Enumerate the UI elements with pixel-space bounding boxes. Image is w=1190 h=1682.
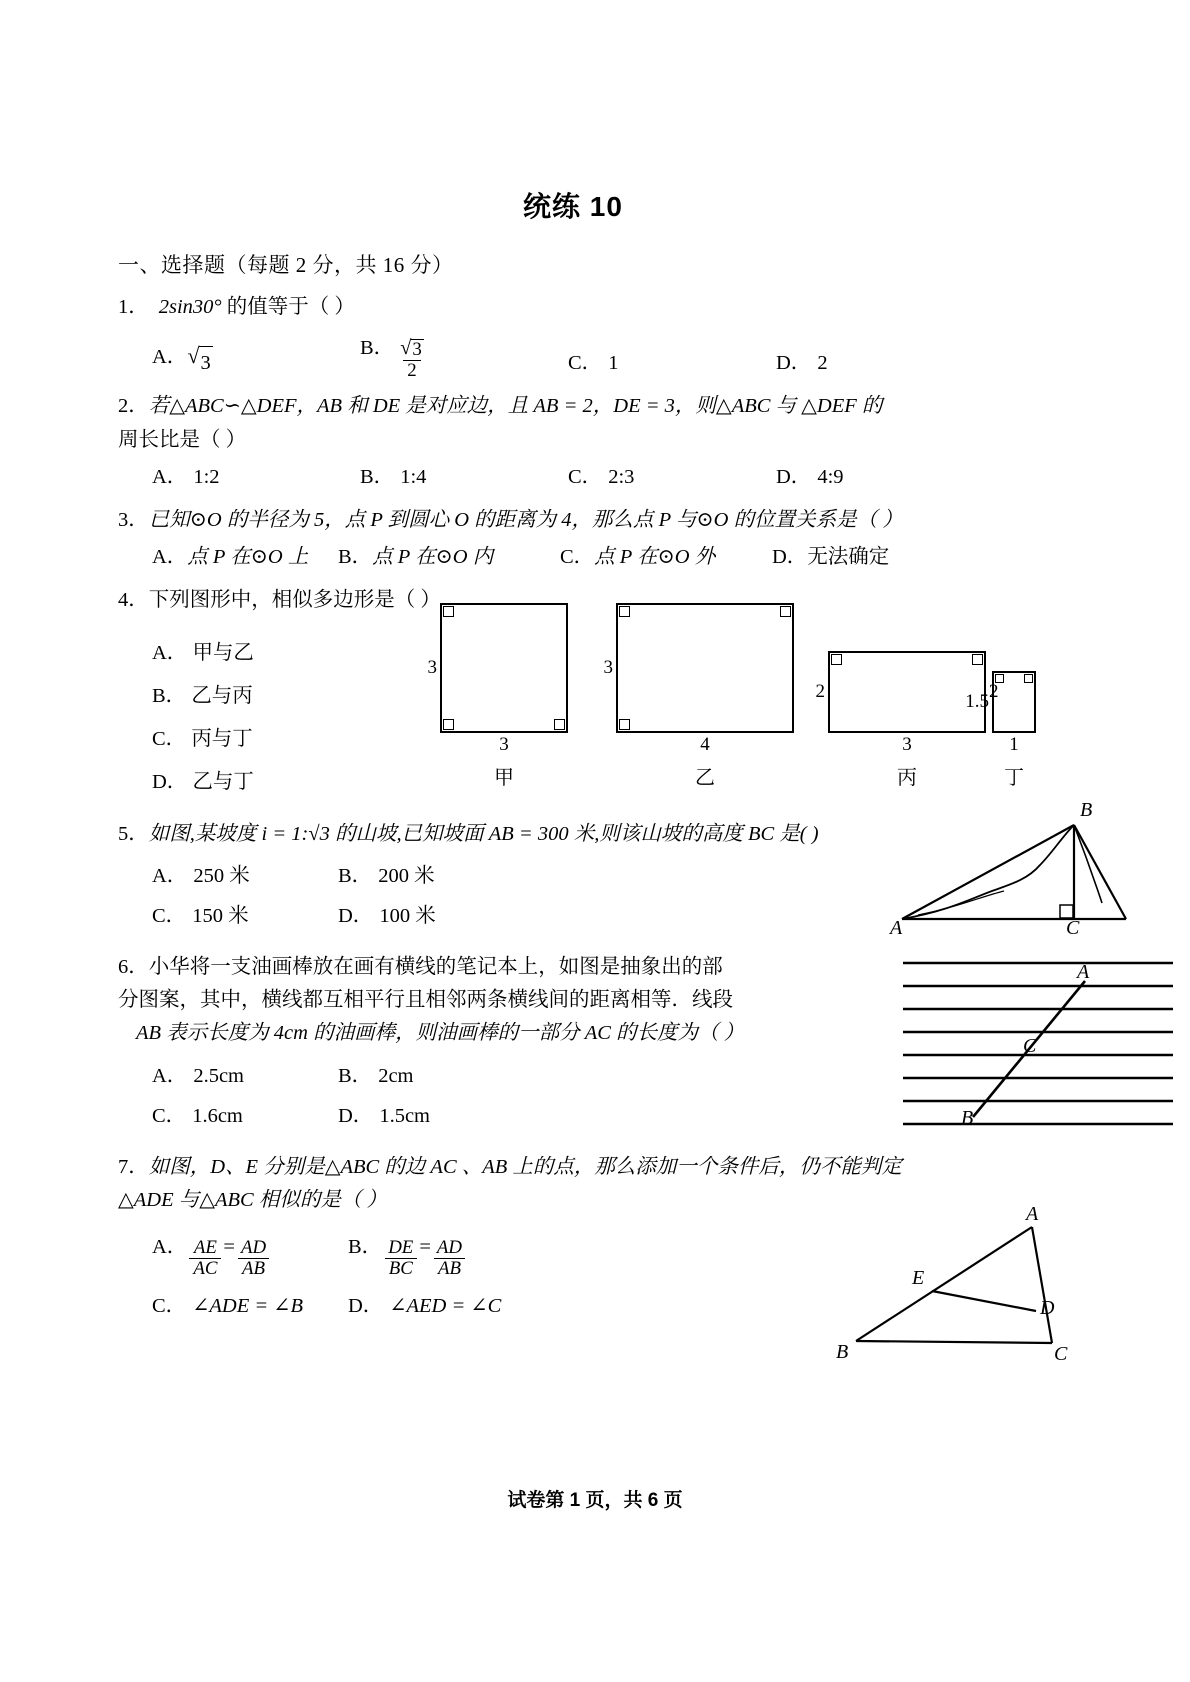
option-tag: C． [568, 352, 603, 375]
question-1-tail: 的值等于（ ） [226, 296, 355, 318]
option-value: 1.6cm [192, 1104, 243, 1127]
right-angle-mark-icon [443, 606, 454, 617]
right-angle-mark-icon [443, 719, 454, 730]
option-tag: D． [338, 1104, 374, 1127]
question-1-stem [118, 291, 1028, 324]
rect-jia-name-label: 甲 [494, 767, 514, 789]
right-angle-mark-icon [1024, 674, 1033, 683]
triangle-label-c: C [1054, 1343, 1068, 1365]
option-tag: A． [152, 641, 188, 664]
rect-bing-height-label-right: 2 [989, 681, 999, 702]
option-tag: A． [152, 1064, 188, 1087]
question-4-figure [298, 597, 1038, 792]
question-2-option-c[interactable] [568, 461, 776, 494]
option-tag: B． [152, 684, 187, 707]
equals-sign: = [223, 1235, 235, 1258]
question-7-number: 7． [118, 1155, 149, 1178]
page-title: 统练 10 [523, 191, 623, 222]
option-tag: B． [348, 1235, 383, 1258]
option-value: ∠ADE = ∠B [192, 1295, 303, 1318]
triangle-label-d: D [1040, 1297, 1055, 1319]
question-6-option-a[interactable] [152, 1057, 338, 1097]
question-1-number: 1． [118, 296, 149, 318]
option-tag: D． [776, 465, 812, 488]
triangle-label-b: B [836, 1341, 849, 1363]
section-heading: 一、选择题（每题 2 分，共 16 分） [118, 253, 454, 277]
sqrt-3-glyph: √ 3 [187, 345, 212, 380]
question-6-option-c[interactable] [152, 1097, 338, 1137]
question-6-line-2: 分图案，其中，横线都互相平行且相邻两条横线间的距离相等．线段 [118, 989, 733, 1012]
question-2-option-a[interactable] [152, 461, 360, 494]
rect-ding-height-label: 1.5 [965, 691, 989, 712]
notebook-label-b: B [961, 1107, 974, 1129]
question-3-options [118, 541, 1028, 574]
question-7-figure [836, 1203, 1106, 1375]
question-6 [118, 951, 778, 1137]
triangle-label-e: E [912, 1267, 925, 1289]
option-tag: D． [772, 546, 808, 569]
option-tag: B． [338, 865, 373, 888]
right-angle-mark-icon [780, 606, 791, 617]
question-2-option-b[interactable] [360, 461, 568, 494]
question-5-text: 如图,某坡度 i = 1:√3 的山坡,已知坡面 AB = 300 米,则该山坡的高度 BC 是( ) [148, 822, 819, 845]
option-tag: A． [152, 346, 188, 369]
question-7-option-d[interactable] [348, 1290, 501, 1323]
notebook-label-a: A [1077, 961, 1090, 983]
fraction-de-bc: $\frac{DE}{BC}$ [384, 1238, 417, 1278]
question-5-figure [888, 799, 1138, 939]
question-3-number: 3． [118, 509, 149, 532]
figure-rect-bing [815, 651, 999, 789]
question-1-option-a[interactable] [152, 341, 360, 380]
fraction-ae-ac: $\frac{AE}{AC}$ [189, 1238, 221, 1278]
question-7-text-1: 如图，D、E 分别是△ABC 的边 AC 、AB 上的点，那么添加一个条件后，仍不能判定 [148, 1155, 902, 1178]
question-6-options [118, 1057, 778, 1137]
option-value: 4:9 [817, 465, 844, 488]
figure-rect-yi [603, 603, 794, 789]
option-tag: B． [360, 337, 395, 360]
question-4-text: 下列图形中，相似多边形是（ ） [148, 589, 441, 612]
question-7-option-b[interactable] [348, 1231, 468, 1278]
figure-rect-ding [965, 671, 1036, 789]
question-3-line-1 [118, 504, 1028, 537]
option-value: 点 P 在⊙O 外 [594, 546, 716, 569]
question-5-option-a[interactable] [152, 857, 338, 897]
option-value: 甲与乙 [192, 641, 254, 664]
option-value: 乙与丙 [191, 684, 253, 707]
option-value: 点 P 在⊙O 内 [372, 546, 494, 569]
question-1-options [118, 332, 1028, 380]
hill-label-a: A [890, 917, 903, 939]
question-5-option-b[interactable] [338, 857, 435, 897]
rect-bing-height-label: 2 [815, 681, 825, 702]
question-2-text: 若△ABC∽△DEF，AB 和 DE 是对应边，且 AB = 2，DE = 3，则△ABC 与 △DEF 的 [148, 395, 883, 418]
option-tag: A． [152, 546, 188, 569]
option-value: 丙与丁 [191, 727, 253, 750]
question-1-option-d[interactable] [776, 347, 984, 380]
question-3-option-d[interactable] [772, 541, 889, 574]
question-2-line-1 [118, 390, 1028, 423]
question-6-line-1 [118, 951, 778, 984]
question-1-option-b[interactable] [360, 332, 568, 380]
option-tag: C． [152, 905, 187, 927]
rect-yi-width-label: 4 [700, 734, 710, 755]
notebook-diagram-svg [903, 957, 1173, 1137]
right-angle-mark-icon [554, 719, 565, 730]
question-6-options-row-1 [152, 1057, 778, 1097]
fraction-sqrt3-over-2: √ 3 2 [400, 337, 422, 381]
option-value: 无法确定 [807, 546, 890, 569]
option-tag: C． [152, 1104, 187, 1127]
option-value: 点 P 在⊙O 上 [187, 546, 309, 569]
rect-yi-height-label: 3 [603, 657, 613, 678]
question-6-options-row-2 [152, 1097, 778, 1137]
question-5-option-c[interactable] [152, 897, 338, 937]
option-value: 150 米 [192, 905, 249, 927]
question-6-text-1: 小华将一支油画棒放在画有横线的笔记本上，如图是抽象出的部 [148, 955, 723, 978]
question-3-option-b[interactable] [338, 541, 560, 574]
option-tag: C． [560, 546, 595, 569]
option-tag: C． [152, 1295, 187, 1318]
question-4-number: 4． [118, 589, 149, 612]
question-7-option-a[interactable] [152, 1231, 348, 1278]
option-value: 1 [608, 352, 619, 375]
question-7-option-c[interactable] [152, 1290, 348, 1323]
option-tag: D． [348, 1295, 384, 1318]
right-angle-mark-icon [619, 606, 630, 617]
fraction-ad-ab-2: $\frac{AD}{AB}$ [433, 1238, 466, 1278]
question-6-option-b[interactable] [338, 1057, 413, 1097]
question-2-number: 2． [118, 395, 149, 418]
rect-ding-name-label: 丁 [1004, 767, 1024, 789]
equals-sign: = [419, 1235, 431, 1258]
option-tag: C． [568, 465, 603, 488]
right-angle-mark-icon [831, 654, 842, 665]
question-3 [118, 504, 1028, 574]
question-6-line-3: AB 表示长度为 4cm 的油画棒，则油画棒的一部分 AC 的长度为（ ） [136, 1022, 745, 1045]
option-tag: A． [152, 465, 188, 488]
option-value: 2:3 [608, 465, 635, 488]
figure-rect-jia [427, 603, 568, 789]
question-6-option-d[interactable] [338, 1097, 430, 1137]
question-6-number: 6． [118, 955, 149, 978]
option-tag: D． [338, 905, 374, 927]
option-tag: B． [338, 1064, 373, 1087]
question-1-expression: 2sin30° [158, 296, 222, 318]
question-7-line-1 [118, 1151, 1028, 1184]
question-2-options [118, 461, 1028, 494]
triangle-label-a: A [1026, 1203, 1039, 1225]
question-5-option-d[interactable] [338, 897, 436, 937]
question-2-line-2: 周长比是（ ） [118, 428, 247, 451]
option-tag: D． [776, 352, 812, 375]
question-1 [118, 291, 1028, 380]
option-value: ∠AED = ∠C [389, 1295, 502, 1318]
right-angle-mark-icon [995, 674, 1004, 683]
question-2-option-d[interactable] [776, 461, 984, 494]
question-7-line-2: △ADE 与△ABC 相似的是（ ） [118, 1188, 387, 1211]
page-content [118, 185, 1093, 1365]
rect-jia-height-label: 3 [427, 657, 437, 678]
option-value: 1.5cm [379, 1104, 430, 1127]
right-angle-mark-icon [972, 654, 983, 665]
option-value: 1:4 [400, 465, 427, 488]
option-tag: B． [338, 546, 373, 569]
hill-diagram-svg [888, 807, 1138, 937]
option-value: 100 米 [379, 905, 436, 927]
question-5-number: 5． [118, 822, 149, 845]
page-footer: 试卷第 1 页，共 6 页 [507, 1490, 683, 1511]
hill-label-b: B [1080, 799, 1093, 821]
option-tag: B． [360, 465, 395, 488]
rect-bing-width-label: 3 [902, 734, 912, 755]
option-tag: D． [152, 770, 188, 793]
rect-ding-width-label: 1 [1009, 734, 1019, 755]
question-1-option-c[interactable] [568, 347, 776, 380]
question-2 [118, 390, 1028, 494]
option-value: 200 米 [378, 865, 435, 888]
option-value: 乙与丁 [192, 770, 254, 793]
fraction-ad-ab: $\frac{AD}{AB}$ [237, 1238, 270, 1278]
option-value: 2cm [378, 1064, 414, 1087]
rect-yi-name-label: 乙 [695, 767, 715, 789]
option-tag: A． [152, 1235, 188, 1258]
notebook-label-c: C [1023, 1035, 1037, 1057]
question-3-option-a[interactable] [152, 541, 338, 574]
option-value: 2.5cm [193, 1064, 244, 1087]
option-value: 2 [817, 352, 828, 375]
question-3-option-c[interactable] [560, 541, 772, 574]
question-3-text: 已知⊙O 的半径为 5，点 P 到圆心 O 的距离为 4，那么点 P 与⊙O 的位置关系是（ ） [148, 509, 903, 532]
right-angle-mark-icon [619, 719, 630, 730]
question-6-figure [903, 957, 1173, 1137]
option-tag: C． [152, 727, 187, 750]
rect-bing-name-label: 丙 [897, 767, 917, 789]
option-value: 1:2 [193, 465, 220, 488]
hill-label-c: C [1066, 917, 1080, 939]
option-tag: A． [152, 865, 188, 888]
rect-jia-width-label: 3 [499, 734, 509, 755]
option-value: 250 米 [193, 865, 250, 888]
